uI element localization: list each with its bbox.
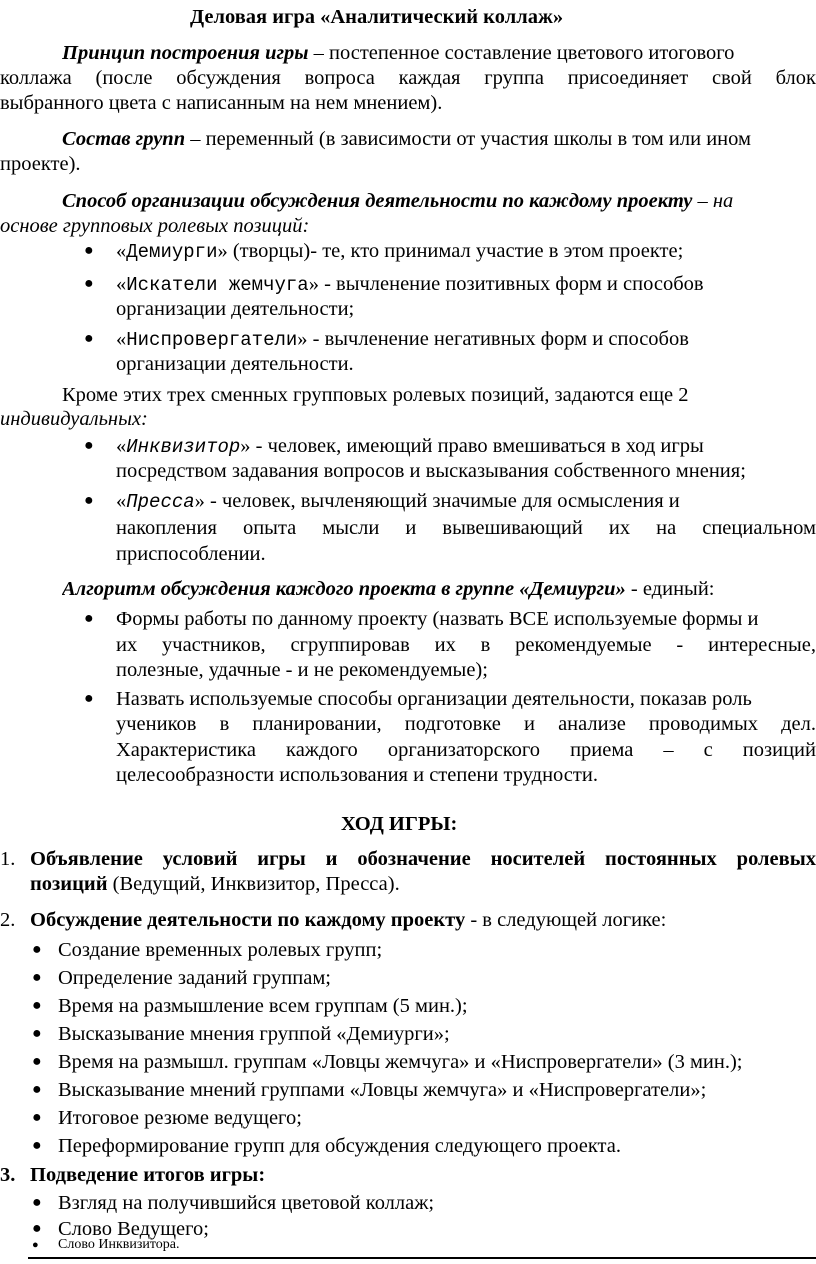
step-3-heading: Подведение итогов игры: xyxy=(30,1164,266,1186)
bullet-icon: ● xyxy=(32,997,42,1014)
role-item-subverters: «Ниспровергатели» - вычленение негативных форм и способов xyxy=(116,328,689,351)
algorithm-item-2-line-4: целесообразности использования и степени трудности. xyxy=(116,764,598,786)
step-1-line-2: позиций (Ведущий, Инквизитор, Пресса). xyxy=(30,873,400,895)
step-2-item: Создание временных ролевых групп; xyxy=(58,939,383,961)
groups-paragraph-line-1: Состав групп – переменный (в зависимости от участия школы в том или ином xyxy=(62,128,751,150)
step-3-item: Слово Инквизитора. xyxy=(58,1237,180,1252)
role-item-pearl-seekers: «Искатели жемчуга» - вычленение позитивных форм и способов xyxy=(116,273,704,296)
bullet-icon: ● xyxy=(32,1137,42,1154)
bullet-icon: ● xyxy=(32,1053,42,1070)
individual-paragraph-line-1: Кроме этих трех сменных групповых ролевых позиций, задаются еще 2 xyxy=(62,384,689,406)
step-2-item: Определение заданий группам; xyxy=(58,967,331,989)
bullet-icon: ● xyxy=(32,1025,42,1042)
step-2-item: Высказывание мнения группой «Демиурги»; xyxy=(58,1023,450,1045)
algorithm-item-1-line-2: их участников, сгруппировав их в рекомендуемые - интересные, xyxy=(116,634,816,656)
bullet-icon: ● xyxy=(84,437,94,454)
step-1-line-1: Объявление условий игры и обозначение носителей постоянных ролевых xyxy=(30,848,816,870)
algorithm-label: Алгоритм обсуждения каждого проекта в группе «Демиурги» xyxy=(62,578,626,600)
step-2-item: Переформирование групп для обсуждения следующего проекта. xyxy=(58,1135,621,1157)
bullet-icon: ● xyxy=(84,330,94,347)
step-number: 3. xyxy=(0,1164,16,1186)
step-2-item: Время на размышл. группам «Ловцы жемчуга» и «Ниспровергатели» (3 мин.); xyxy=(58,1051,743,1073)
groups-label: Состав групп xyxy=(62,128,186,150)
document-title: Деловая игра «Аналитический коллаж» xyxy=(190,6,564,28)
method-paragraph-line-1: Способ организации обсуждения деятельности по каждому проекту – на xyxy=(62,190,734,212)
bottom-divider xyxy=(28,1257,816,1259)
individual-item-inquisitor-cont: посредством задавания вопросов и высказывания собственного мнения; xyxy=(116,460,746,482)
algorithm-item-2-line-1: Назвать используемые способы организации деятельности, показав роль xyxy=(116,688,752,710)
principle-paragraph-line-1: Принцип построения игры – постепенное составление цветового итогового xyxy=(62,42,735,64)
bullet-icon: ● xyxy=(32,969,42,986)
principle-paragraph-line-3: выбранного цвета с написанным на нем мнением). xyxy=(0,92,443,114)
algorithm-item-2-line-2: учеников в планировании, подготовке и анализе проводимых дел. xyxy=(116,713,816,735)
step-number: 2. xyxy=(0,909,16,931)
bullet-icon: ● xyxy=(32,1081,42,1098)
algorithm-item-1-line-1: Формы работы по данному проекту (назвать ВСЕ используемые формы и xyxy=(116,608,759,630)
step-2-item: Высказывание мнений группами «Ловцы жемчуга» и «Ниспровергатели»; xyxy=(58,1079,707,1101)
bullet-icon: ● xyxy=(32,1220,42,1237)
bullet-icon: ● xyxy=(84,690,94,707)
step-2-item: Время на размышление всем группам (5 мин.); xyxy=(58,995,468,1017)
algorithm-item-1-line-3: полезные, удачные - и не рекомендуемые); xyxy=(116,659,488,681)
algorithm-item-2-line-3: Характеристика каждого организаторского приема – с позиций xyxy=(116,739,816,761)
individual-item-inquisitor: «Инквизитор» - человек, имеющий право вмешиваться в ход игры xyxy=(116,435,704,458)
role-item-subverters-cont: организации деятельности. xyxy=(116,353,354,375)
step-number: 1. xyxy=(0,848,16,870)
method-label: Способ организации обсуждения деятельности по каждому проекту xyxy=(62,190,693,212)
individual-item-press-cont-1: накопления опыта мысли и вывешивающий их на специальном xyxy=(116,517,816,539)
bullet-icon: ● xyxy=(84,275,94,292)
method-paragraph-line-2: основе групповых ролевых позиций: xyxy=(0,215,310,237)
bullet-icon: ● xyxy=(32,941,42,958)
bullet-icon: ● xyxy=(32,1109,42,1126)
role-item-demiurges: «Демиурги» (творцы)- те, кто принимал участие в этом проекте; xyxy=(116,240,684,263)
step-3-item: Взгляд на получившийся цветовой коллаж; xyxy=(58,1192,435,1214)
individual-item-press: «Пресса» - человек, вычленяющий значимые для осмысления и xyxy=(116,490,680,513)
individual-item-press-cont-2: приспособлении. xyxy=(116,543,266,565)
groups-paragraph-line-2: проекте). xyxy=(0,153,81,175)
principle-label: Принцип построения игры xyxy=(62,42,309,64)
bullet-icon: ● xyxy=(32,1194,42,1211)
bullet-icon: ● xyxy=(84,242,94,259)
bullet-icon: ● xyxy=(84,492,94,509)
step-2-item: Итоговое резюме ведущего; xyxy=(58,1107,302,1129)
individual-paragraph-line-2: индивидуальных: xyxy=(0,408,148,430)
section-heading: ХОД ИГРЫ: xyxy=(341,813,458,835)
step-2-line-1: Обсуждение деятельности по каждому проекту - в следующей логике: xyxy=(30,909,667,931)
principle-paragraph-line-2: коллажа (после обсуждения вопроса каждая группа присоединяет свой блок xyxy=(0,67,816,89)
bullet-icon: ● xyxy=(32,1239,39,1251)
role-item-pearl-seekers-cont: организации деятельности; xyxy=(116,298,355,320)
algorithm-heading: Алгоритм обсуждения каждого проекта в группе «Демиурги» - единый: xyxy=(62,578,715,600)
bullet-icon: ● xyxy=(84,610,94,627)
step-3-item: Слово Ведущего; xyxy=(58,1218,209,1240)
